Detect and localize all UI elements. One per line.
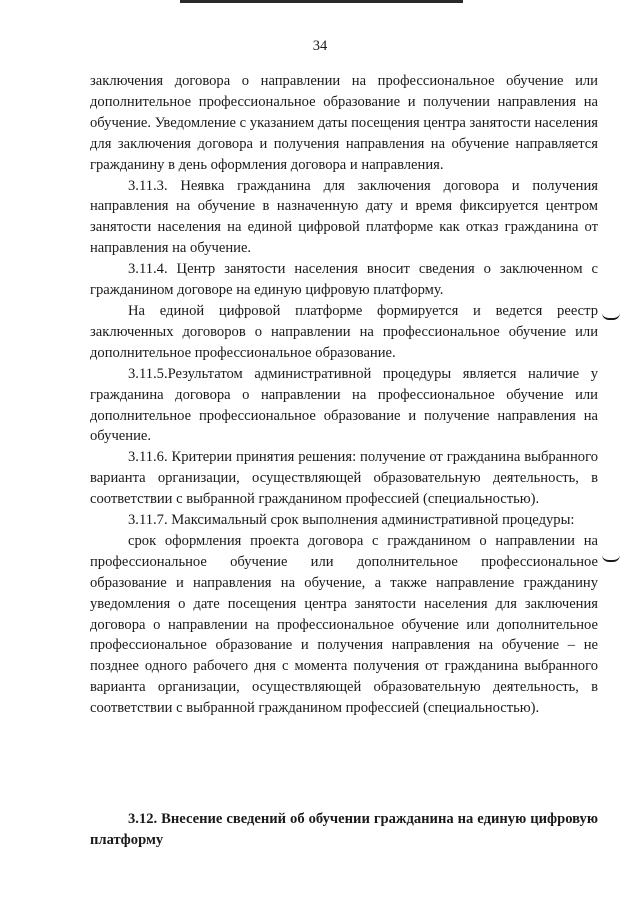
margin-pen-mark [602,555,620,562]
margin-pen-mark [602,313,620,320]
paragraph-deadline: срок оформления проекта договора с гражданином о направлении на профессиональное обучение или дополнительное профессиональное образование и направления на обучение, а также направление гражданину уведомления о дате посещения центра занятости населения для заключения договора о направлении на профессиональное обучение или дополнительное профессиональное образование и получения направления на обучение – не позднее одного рабочего дня с момента получения от гражданина выбранного варианта организации, осуществляющей образовательную деятельность, в соответствии с выбранной гражданином профессией (специальностью). [90,532,598,717]
section-heading: 3.12. Внесение сведений об обучении гражданина на единую цифровую платформу [90,811,598,848]
page-number: 34 [312,38,328,54]
paragraph-3-11-5: 3.11.5.Результатом административной процедуры является наличие у гражданина договора о направлении на профессиональное обучение или дополнительное профессиональное образование и получение направления на обучение. [90,365,598,445]
body-text [90,71,598,719]
top-edge-mark [180,0,463,3]
paragraph-3-11-7: 3.11.7. Максимальный срок выполнения административной процедуры: [128,512,575,529]
paragraph-3-11-4: 3.11.4. Центр занятости населения вносит сведения о заключенном с гражданином договоре на единую цифровую платформу. [90,261,598,299]
paragraph-3-11-6: 3.11.6. Критерии принятия решения: получение от гражданина выбранного варианта организации, осуществляющей образовательную деятельность, в соответствии с выбранной гражданином профессией (специальностью). [90,449,598,508]
paragraph-continuation: заключения договора о направлении на профессиональное обучение или дополнительное профессиональное образование и получении направления на обучение. Уведомление с указанием даты посещения центра занятости населения для заключения договора и получения направления на обучение направляется гражданину в день оформления договора и направления. [90,73,598,173]
paragraph-registry: На единой цифровой платформе формируется и ведется реестр заключенных договоров о направлении на профессиональное обучение или дополнительное профессиональное образование. [90,302,598,361]
paragraph-3-11-3: 3.11.3. Неявка гражданина для заключения договора и получения направления на обучение в назначенную дату и время фиксируется центром занятости населения на единой цифровой платформе как отказ гражданина от направления на обучение. [90,177,598,257]
